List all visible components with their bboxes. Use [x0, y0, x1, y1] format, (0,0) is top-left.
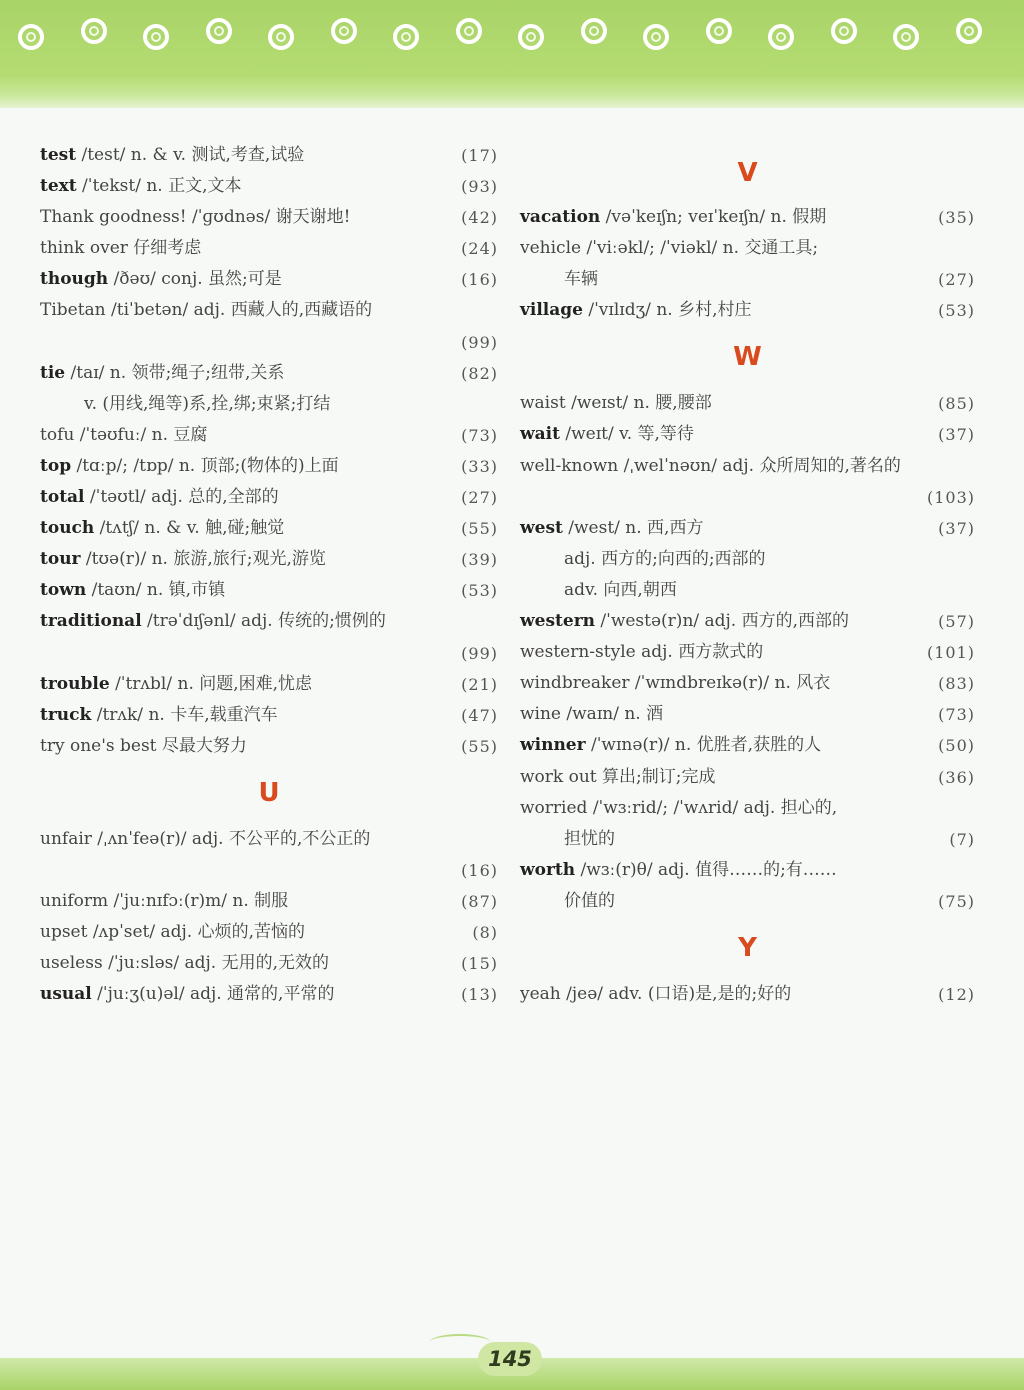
- headword: truck: [40, 704, 92, 725]
- glossary-entry: [520, 668, 975, 699]
- definition: /ˈjuːsləs/ adj. 无用的,无效的: [102, 953, 330, 974]
- definition: /taʊn/ n. 镇,市镇: [86, 580, 226, 601]
- headword: trouble: [40, 673, 110, 694]
- header-band: [0, 0, 1024, 108]
- ring-icon: [643, 24, 669, 50]
- glossary-entry: [40, 264, 498, 295]
- page-reference: (15): [461, 954, 498, 974]
- headword: winner: [520, 735, 586, 756]
- definition: /wɜː(r)θ/ adj. 值得……的;有……: [575, 859, 837, 880]
- headword: town: [40, 580, 87, 601]
- page-reference: (37): [938, 425, 975, 445]
- page-reference: (17): [461, 146, 498, 165]
- headword: tofu: [40, 424, 75, 445]
- glossary-entry: [40, 731, 498, 762]
- ring-icon: [456, 18, 482, 44]
- headword: west: [520, 517, 563, 538]
- page-reference: (93): [461, 177, 498, 197]
- definition: /tɑːp/; /tɒp/ n. 顶部;(物体的)上面: [71, 455, 339, 476]
- definition: /ˈɡʊdnəs/ 谢天谢地!: [186, 207, 351, 228]
- page-reference: (53): [461, 581, 498, 601]
- glossary-entry: [40, 575, 498, 606]
- headword: wait: [520, 424, 560, 445]
- definition: /ˈtekst/ n. 正文,文本: [76, 176, 242, 197]
- headword: tour: [40, 549, 81, 570]
- glossary-entry: [520, 855, 975, 886]
- headword: well-known: [520, 455, 619, 476]
- page-reference: (21): [461, 674, 498, 694]
- ring-icon: [18, 24, 44, 50]
- glossary-column-left: [40, 140, 498, 1010]
- definition: 担忧的: [564, 828, 615, 849]
- page-reference: (39): [461, 550, 498, 570]
- definition: 仔细考虑: [127, 238, 202, 259]
- page-reference: (87): [461, 892, 498, 912]
- headword: worth: [520, 859, 576, 880]
- headword: traditional: [40, 611, 142, 632]
- glossary-entry: [520, 202, 975, 233]
- definition: /ʌpˈset/ adj. 心烦的,苦恼的: [87, 922, 305, 943]
- headword: unfair: [40, 828, 92, 849]
- ring-icon: [143, 24, 169, 50]
- ring-icon: [268, 24, 294, 50]
- glossary-entry: [40, 451, 498, 482]
- headword: Tibetan: [40, 300, 106, 321]
- glossary-entry: [520, 762, 975, 793]
- definition: /ˈtrʌbl/ n. 问题,困难,忧虑: [109, 673, 313, 694]
- page-reference: (27): [461, 488, 498, 508]
- glossary-entry: [40, 140, 498, 171]
- headword: though: [40, 269, 109, 290]
- headword: upset: [40, 922, 88, 943]
- page-reference: (103): [926, 487, 975, 507]
- definition: /tiˈbetən/ adj. 西藏人的,西藏语的: [105, 300, 373, 321]
- glossary-entry: [40, 482, 498, 513]
- page-reference: (16): [461, 860, 498, 880]
- page-reference: (42): [461, 208, 498, 228]
- definition: /vəˈkeɪʃn; veɪˈkeɪʃn/ n. 假期: [600, 207, 827, 227]
- glossary-entry: [40, 327, 498, 358]
- glossary-entry: [40, 389, 498, 420]
- glossary-column-right: [520, 140, 975, 1010]
- headword: think over: [40, 238, 128, 259]
- definition: /tʌtʃ/ n. & v. 触,碰;触觉: [94, 518, 285, 539]
- glossary-entry: [40, 202, 498, 233]
- page-reference: (36): [938, 767, 975, 787]
- page-reference: (33): [461, 456, 498, 476]
- glossary-entry: [40, 358, 498, 389]
- glossary-entry: [40, 979, 498, 1010]
- headword: worried: [520, 797, 588, 818]
- definition: /weɪt/ v. 等,等待: [559, 424, 694, 445]
- page-reference: (16): [461, 270, 498, 290]
- headword: usual: [40, 984, 92, 1005]
- headword: wine: [520, 704, 561, 725]
- glossary-entry: [40, 669, 498, 700]
- glossary-entry: [520, 513, 975, 544]
- definition: /ˈjuːnɪfɔː(r)m/ n. 制服: [108, 891, 289, 912]
- glossary-entry: [520, 793, 975, 824]
- page-reference: (73): [461, 425, 498, 445]
- definition: /ˈwɪnə(r)/ n. 优胜者,获胜的人: [585, 735, 822, 756]
- page-number: 145: [478, 1342, 542, 1376]
- definition: /test/ n. & v. 测试,考查,试验: [76, 145, 305, 165]
- page-reference: (57): [938, 612, 975, 632]
- glossary-entry: [520, 824, 975, 855]
- page-reference: (8): [472, 923, 498, 943]
- page-reference: (83): [938, 674, 975, 694]
- section-letter: W: [733, 342, 762, 373]
- glossary-entry: [40, 420, 498, 451]
- definition: /trəˈdɪʃənl/ adj. 传统的;惯例的: [141, 611, 386, 632]
- glossary-entry: [520, 979, 975, 1010]
- ring-icon: [393, 24, 419, 50]
- ring-icon: [893, 24, 919, 50]
- definition: /tʊə(r)/ n. 旅游,旅行;观光,游览: [80, 549, 326, 570]
- definition: /ðəʊ/ conj. 虽然;可是: [108, 269, 282, 290]
- ring-icon: [956, 18, 982, 44]
- page-reference: (37): [938, 518, 975, 538]
- glossary-entry: [40, 513, 498, 544]
- ring-icon: [206, 18, 232, 44]
- headword: vehicle: [520, 238, 582, 259]
- headword: Thank goodness!: [40, 207, 187, 228]
- glossary-entry: [40, 638, 498, 669]
- glossary-entry: [40, 855, 498, 886]
- ring-icon: [768, 24, 794, 50]
- page-reference: (75): [938, 891, 975, 911]
- glossary-entry: [40, 544, 498, 575]
- ring-icon: [331, 18, 357, 44]
- page-reference: (53): [938, 301, 975, 321]
- page-reference: (82): [461, 363, 498, 383]
- headword: useless: [40, 953, 103, 974]
- headword: uniform: [40, 891, 109, 912]
- definition: adj. 西方款式的: [635, 642, 764, 663]
- page-reference: (55): [461, 736, 498, 756]
- definition: /ˈjuːʒ(u)əl/ adj. 通常的,平常的: [91, 984, 335, 1005]
- definition: v. (用线,绳等)系,拴,绑;束紧;打结: [84, 393, 331, 414]
- definition: /ˌwelˈnəʊn/ adj. 众所周知的,著名的: [618, 455, 901, 476]
- definition: /ˈtəʊfuː/ n. 豆腐: [74, 424, 208, 445]
- page-reference: (12): [938, 984, 975, 1004]
- glossary-entry: [40, 606, 498, 637]
- headword: tie: [40, 362, 66, 383]
- definition: 算出;制订;完成: [596, 766, 716, 787]
- glossary-entry: [40, 233, 498, 264]
- definition: /ˈvɪlɪdʒ/ n. 乡村,村庄: [582, 300, 752, 321]
- glossary-entry: [40, 295, 498, 326]
- page-reference: (85): [938, 394, 975, 414]
- definition: /ˈviːəkl/; /ˈviəkl/ n. 交通工具;: [581, 238, 819, 259]
- definition: 尽最大努力: [156, 735, 247, 756]
- glossary-entry: [520, 606, 975, 637]
- definition: /jeə/ adv. (口语)是,是的;好的: [560, 983, 792, 1004]
- definition: /trʌk/ n. 卡车,载重汽车: [91, 704, 278, 725]
- glossary-entry: [520, 264, 975, 295]
- headword: vacation: [520, 207, 601, 227]
- glossary-entry: [520, 544, 975, 575]
- page-reference: (101): [926, 643, 975, 663]
- definition: /west/ n. 西,西方: [562, 517, 704, 538]
- glossary-entry: [520, 482, 975, 513]
- ring-icon: [81, 18, 107, 44]
- glossary-entry: [40, 171, 498, 202]
- page-reference: (50): [938, 736, 975, 756]
- headword: yeah: [520, 983, 561, 1004]
- page-reference: (47): [461, 705, 498, 725]
- glossary-entry: [40, 886, 498, 917]
- page-reference: (99): [461, 643, 498, 663]
- headword: work out: [520, 766, 597, 787]
- page-reference: (55): [461, 519, 498, 539]
- glossary-entry: [520, 388, 975, 419]
- headword: try one's best: [40, 735, 157, 756]
- glossary-entry: [40, 700, 498, 731]
- glossary-entry: [520, 233, 975, 264]
- page-reference: (99): [461, 332, 498, 352]
- headword: touch: [40, 518, 95, 539]
- page-reference: (35): [938, 208, 975, 227]
- headword: windbreaker: [520, 673, 630, 694]
- page-reference: (7): [949, 829, 975, 849]
- ring-icon: [706, 18, 732, 44]
- headword: waist: [520, 393, 566, 414]
- definition: adv. 向西,朝西: [564, 579, 677, 600]
- definition: /ˈwestə(r)n/ adj. 西方的,西部的: [595, 611, 850, 632]
- glossary-entry: [520, 637, 975, 668]
- section-letter: U: [258, 777, 280, 808]
- section-letter: V: [737, 158, 758, 188]
- glossary-entry: [40, 948, 498, 979]
- definition: /ˈwɜːrid/; /ˈwʌrid/ adj. 担心的,: [587, 797, 838, 818]
- ring-icon: [581, 18, 607, 44]
- page-reference: (24): [461, 239, 498, 259]
- definition: 车辆: [564, 269, 598, 290]
- headword: western-style: [520, 642, 636, 663]
- glossary-entry: [520, 699, 975, 730]
- headword: test: [40, 145, 77, 165]
- glossary-entry: [520, 886, 975, 917]
- glossary-entry: [520, 575, 975, 606]
- definition: /taɪ/ n. 领带;绳子;纽带,关系: [65, 362, 285, 383]
- headword: village: [520, 300, 583, 321]
- definition: /waɪn/ n. 酒: [561, 704, 664, 725]
- definition: /ˌʌnˈfeə(r)/ adj. 不公平的,不公正的: [91, 828, 371, 849]
- ring-icon: [518, 24, 544, 50]
- glossary-entry: [40, 917, 498, 948]
- page-reference: (73): [938, 705, 975, 725]
- section-letter: Y: [738, 932, 757, 963]
- page-reference: (27): [938, 270, 975, 290]
- glossary-entry: [520, 419, 975, 450]
- glossary-entry: [520, 451, 975, 482]
- ring-icon: [831, 18, 857, 44]
- headword: top: [40, 455, 72, 476]
- page-reference: (13): [461, 985, 498, 1005]
- definition: 价值的: [564, 890, 615, 911]
- definition: adj. 西方的;向西的;西部的: [564, 548, 766, 569]
- definition: /ˈwɪndbreɪkə(r)/ n. 风衣: [629, 673, 831, 694]
- definition: /weɪst/ n. 腰,腰部: [565, 393, 712, 414]
- glossary-entry: [520, 730, 975, 761]
- glossary-entry: [40, 824, 498, 855]
- glossary-entry: [520, 295, 975, 326]
- headword: western: [520, 611, 596, 632]
- definition: /ˈtəʊtl/ adj. 总的,全部的: [84, 487, 279, 508]
- headword: total: [40, 487, 85, 508]
- headword: text: [40, 176, 77, 197]
